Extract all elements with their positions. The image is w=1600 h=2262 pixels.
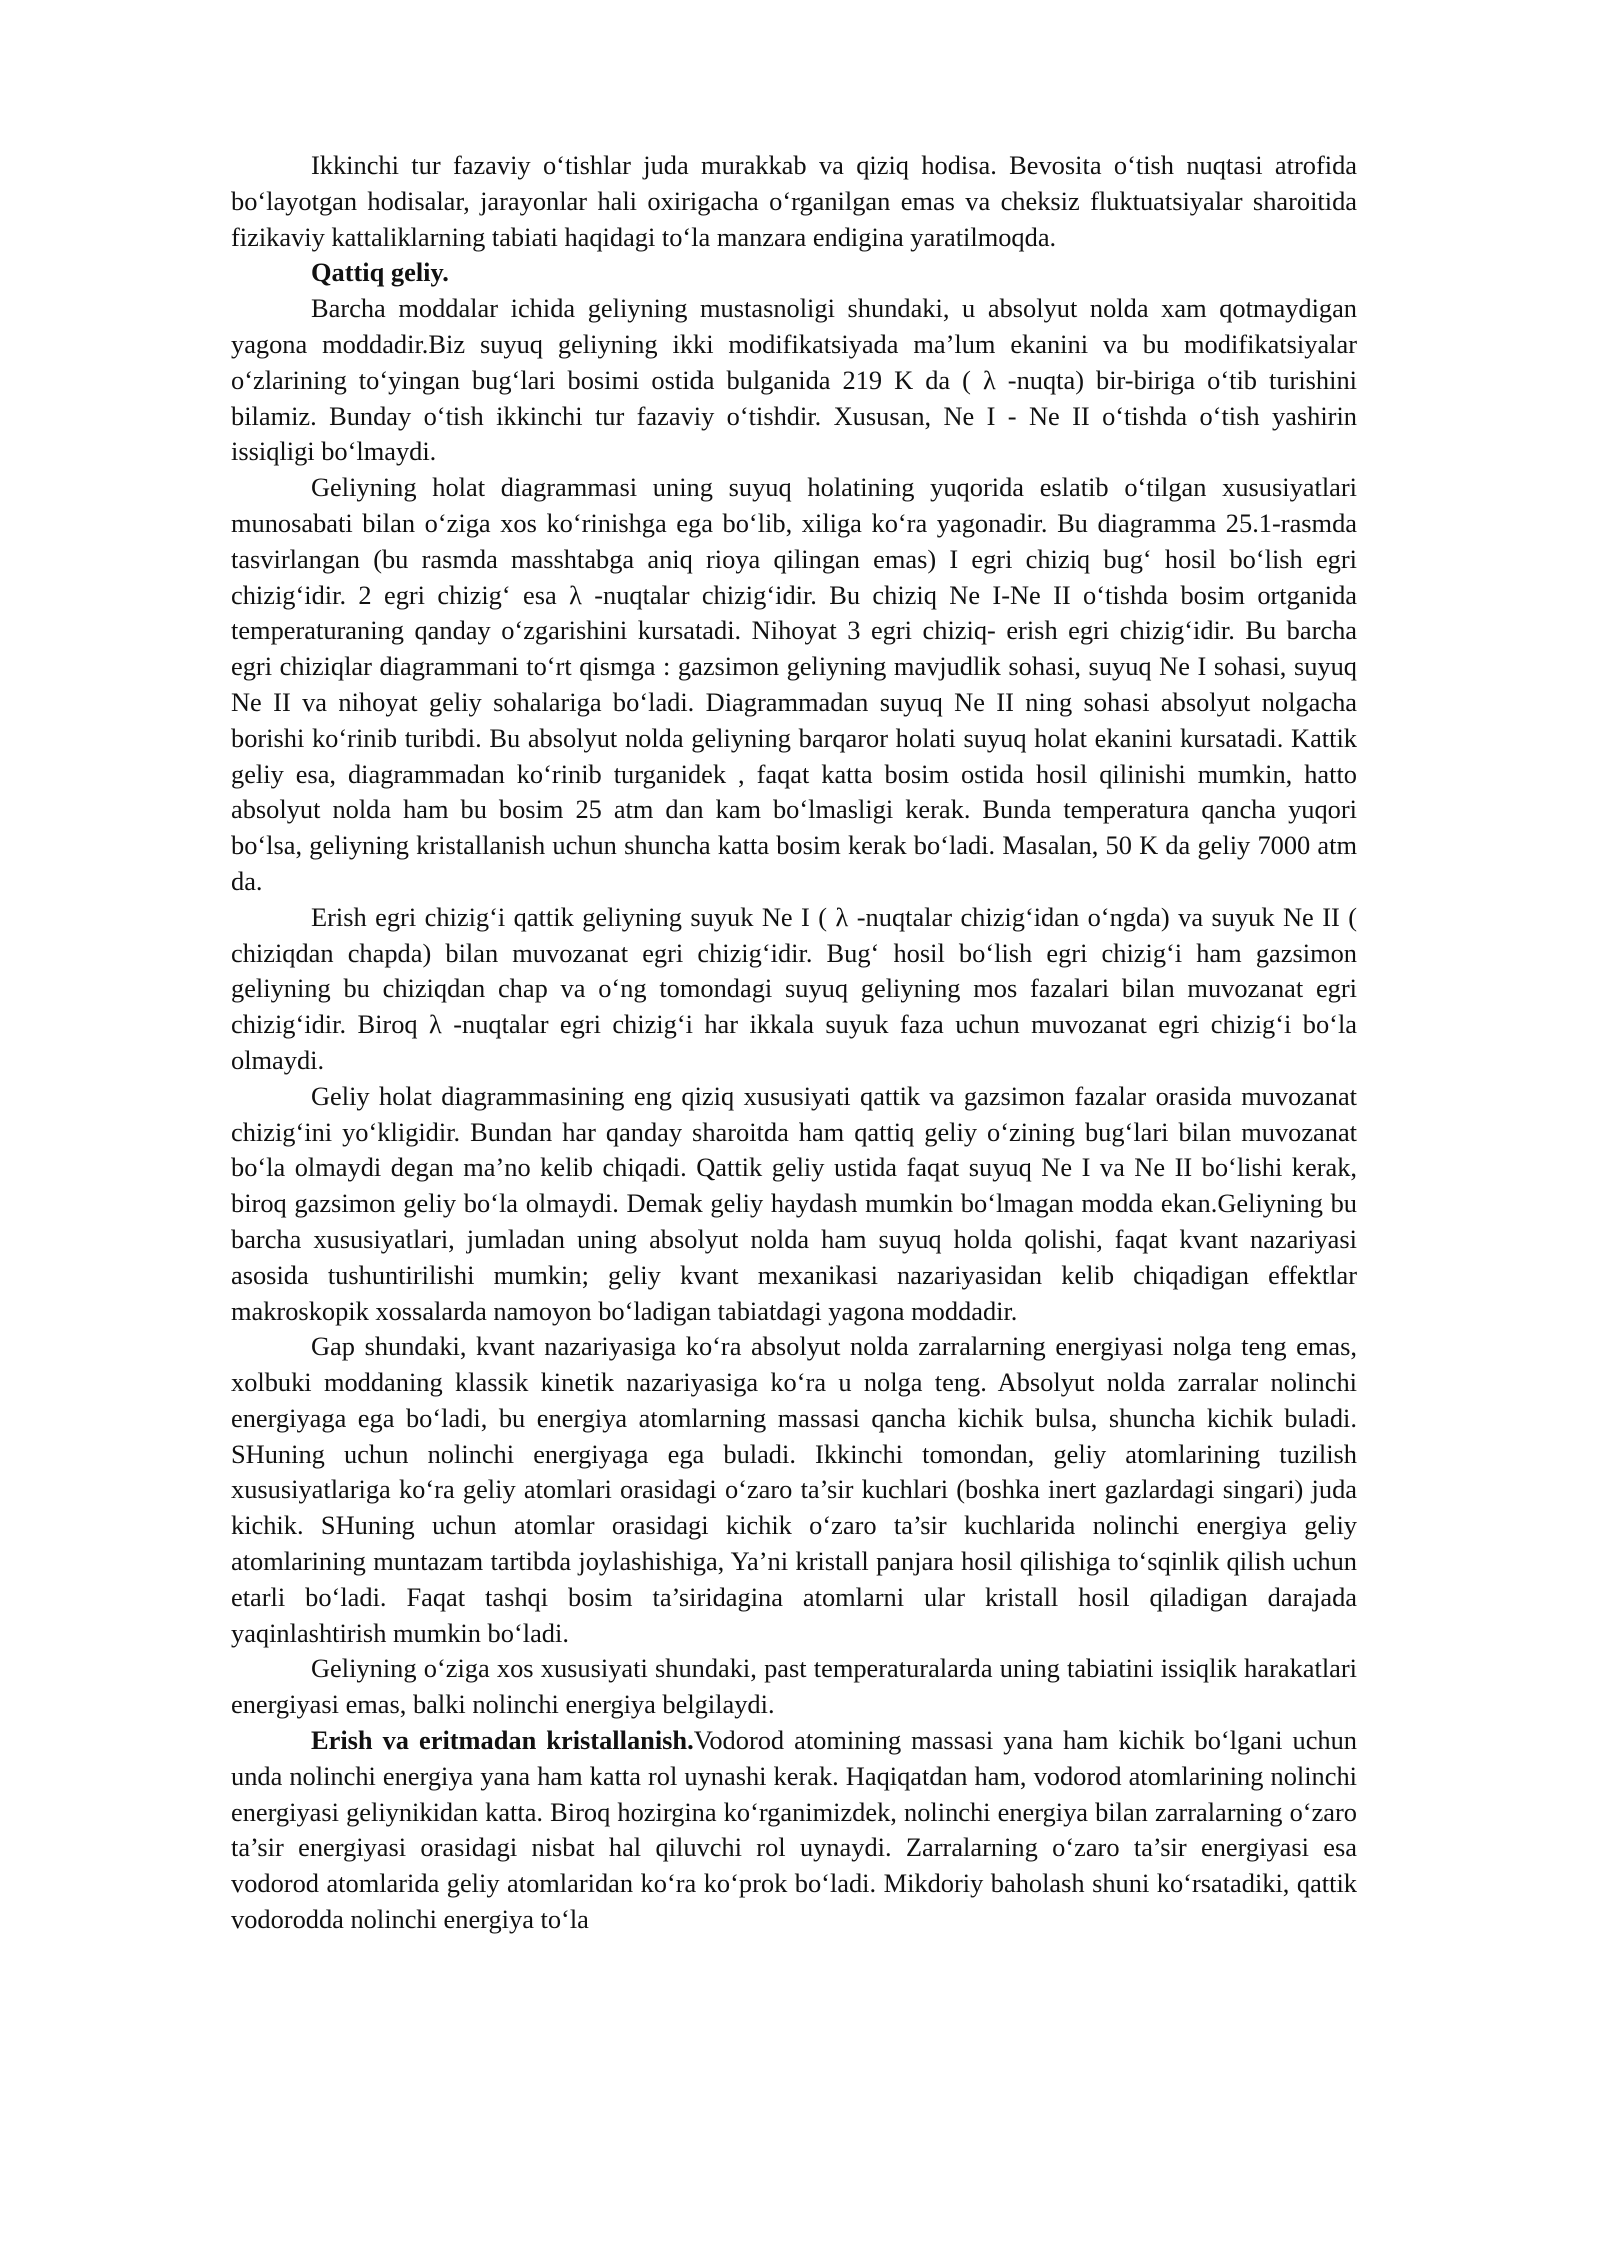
paragraph-equilibrium-absence: Geliy holat diagrammasining eng qiziq xususiyati qattik va gazsimon fazalar orasida muvozanat chizig‘ini yo‘kligidir. Bundan har qanday sharoitda ham qattiq geliy o‘zining bug‘lari bilan muvozanat bo‘la olmaydi degan ma’no kelib chiqadi. Qattik geliy ustida faqat suyuq Ne I va Ne II bo‘lishi kerak, biroq gazsimon geliy bo‘la olmaydi. Demak geliy haydash mumkin bo‘lmagan modda ekan.Geliyning bu barcha xususiyatlari, jumladan uning absolyut nolda ham suyuq holda qolishi, faqat kvant nazariyasi asosida tushuntirilishi mumkin; geliy kvant mexanikasi nazariyasidan kelib chiqadigan effektlar makroskopik xossalarda namoyon bo‘ladigan tabiatdagi yagona moddadir.: [231, 1080, 1357, 1326]
paragraph-intro: Ikkinchi tur fazaviy o‘tishlar juda murakkab va qiziq hodisa. Bevosita o‘tish nuqtasi atrofida bo‘layotgan hodisalar, jarayonlar hali oxirigacha o‘rganilgan emas va cheksiz fluktuatsiyalar sharoitida fizikaviy kattaliklarning tabiati haqidagi to‘la manzara endigina yaratilmoqda.: [231, 150, 1357, 252]
paragraph-melting-curve: Erish egri chizig‘i qattik geliyning suyuk Ne I ( λ -nuqtalar chizig‘idan o‘ngda) va suyuk Ne II ( chiziqdan chapda) bilan muvozanat egri chizig‘idir. Bug‘ hosil bo‘lish egri chizig‘i ham gazsimon geliyning bu chiziqdan chap va o‘ng tomondagi suyuq geliyning mos fazalari bilan muvozanat egri chizig‘idir. Biroq λ -nuqtalar egri chizig‘i har ikkala suyuk faza uchun muvozanat egri chizig‘i bo‘la olmaydi.: [231, 901, 1357, 1075]
paragraph-zero-point-energy: Gap shundaki, kvant nazariyasiga ko‘ra absolyut nolda zarralarning energiyasi nolga teng emas, xolbuki moddaning klassik kinetik nazariyasiga ko‘ra u nolga teng. Absolyut nolda zarralar nolinchi energiyaga ega bo‘ladi, bu energiya atomlarning massasi qancha kichik bulsa, shuncha kichik buladi. SHuning uchun nolinchi energiyaga ega buladi. Ikkinchi tomondan, geliy atomlarining tuzilish xususiyatlariga ko‘ra geliy atomlari orasidagi o‘zaro ta’sir kuchlari (boshka inert gazlardagi singari) juda kichik. SHuning uchun atomlar orasidagi kichik o‘zaro ta’sir kuchlarida nolinchi energiya geliy atomlarining muntazam tartibda joylashishiga, Ya’ni kristall panjara hosil qilishiga to‘sqinlik qilish uchun etarli bo‘ladi. Faqat tashqi bosim ta’siridagina atomlarni ular kristall hosil qiladigan darajada yaqinlashtirish mumkin bo‘ladi.: [231, 1331, 1357, 1648]
paragraph-phase-diagram: Geliyning holat diagrammasi uning suyuq holatining yuqorida eslatib o‘tilgan xususiyatlari munosabati bilan o‘ziga xos ko‘rinishga ega bo‘lib, xiliga ko‘ra yagonadir. Bu diagramma 25.1-rasmda tasvirlangan (bu rasmda masshtabga aniq rioya qilingan emas) I egri chiziq bug‘ hosil bo‘lish egri chizig‘idir. 2 egri chizig‘ esa λ -nuqtalar chizig‘idir. Bu chiziq Ne I-Ne II o‘tishda bosim ortganida temperaturaning qanday o‘zgarishini kursatadi. Nihoyat 3 egri chiziq- erish egri chizig‘idir. Bu barcha egri chiziqlar diagrammani to‘rt qismga : gazsimon geliyning mavjudlik sohasi, suyuq Ne I sohasi, suyuq Ne II va nihoyat geliy sohalariga bo‘ladi. Diagrammadan suyuq Ne II ning sohasi absolyut nolgacha borishi ko‘rinib turibdi. Bu absolyut nolda geliyning barqaror holati suyuq holat ekanini kursatadi. Kattik geliy esa, diagrammadan ko‘rinib turganidek , faqat katta bosim ostida hosil qilinishi mumkin, hatto absolyut nolda ham bu bosim 25 atm dan kam bo‘lmasligi kerak. Bunda temperatura qancha yuqori bo‘lsa, geliyning kristallanish uchun shuncha katta bosim kerak bo‘ladi. Masalan, 50 K da geliy 7000 atm da.: [231, 472, 1357, 896]
paragraph-helium-uniqueness: Barcha moddalar ichida geliyning mustasnoligi shundaki, u absolyut nolda xam qotmaydigan yagona moddadir.Biz suyuq geliyning ikki modifikatsiyada ma’lum ekanini va bu modifikatsiyalar o‘zlarining to‘yingan bug‘lari bosimi ostida bulganida 219 K da ( λ -nuqta) bir-biriga o‘tib turishini bilamiz. Bunday o‘tish ikkinchi tur fazaviy o‘tishdir. Xususan, Ne I - Ne II o‘tishda o‘tish yashirin issiqligi bo‘lmaydi.: [231, 293, 1357, 467]
paragraph-helium-nature: Geliyning o‘ziga xos xususiyati shundaki, past temperaturalarda uning tabiatini issiqlik harakatlari energiyasi emas, balki nolinchi energiya belgilaydi.: [231, 1653, 1357, 1720]
paragraph-melting-crystallization: [231, 1723, 1357, 1938]
section-heading-solid-helium: Qattiq geliy.: [311, 257, 449, 288]
paragraph-melting-crystallization-text: Vodorod atomining massasi yana ham kichik bo‘lgani uchun unda nolinchi energiya yana ham katta rol uynashi kerak. Haqiqatdan ham, vodorod atomlarining nolinchi energiyasi geliynikidan katta. Biroq hozirgina ko‘rganimizdek, nolinchi energiya bilan zarralarning o‘zaro ta’sir energiyasi orasidagi nisbat hal qiluvchi rol uynaydi. Zarralarning o‘zaro ta’sir energiyasi esa vodorod atomlarida geliy atomlaridan ko‘ra ko‘prok bo‘ladi. Mikdoriy baholash shuni ko‘rsatadiki, qattik vodorodda nolinchi energiya to‘la: [231, 1725, 1357, 1935]
section-heading-melting-crystallization: Erish va eritmadan kristallanish.: [311, 1725, 694, 1756]
document-page: [231, 148, 1357, 1938]
